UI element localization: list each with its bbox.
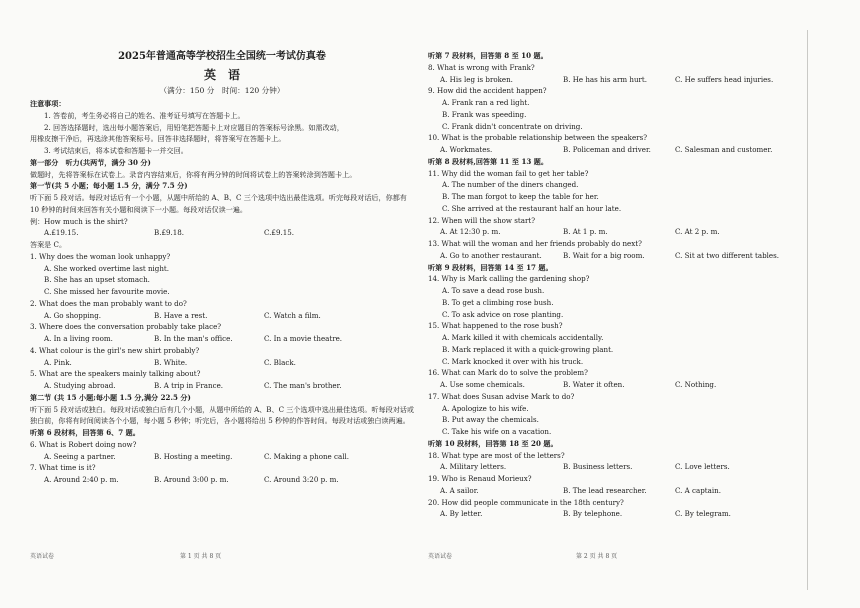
option-a: A. A sailor. <box>440 485 479 495</box>
question-3-options <box>30 333 414 345</box>
question-11: 11. Why did the woman fail to get her table? <box>428 168 589 178</box>
question-20-options <box>428 508 808 520</box>
section2-heading: 第二节 (共 15 小题;每小题 1.5 分,满分 22.5 分) <box>30 392 191 402</box>
note-item: 用橡皮擦干净后，再选涂其他答案标号。回答非选择题时，将答案写在答题卡上。 <box>30 134 286 144</box>
option-a: A. Go to another restaurant. <box>440 250 542 260</box>
page-2-content <box>428 50 808 520</box>
option-a: A. Pink. <box>44 357 72 367</box>
option-a: A. Military letters. <box>440 462 507 472</box>
option-c: C. Sit at two different tables. <box>675 250 779 260</box>
option-c: C. The man's brother. <box>264 381 342 390</box>
option-c: C. By telegram. <box>675 509 731 519</box>
option-a: A.£19.15. <box>44 228 79 238</box>
option-b: B. At 1 p. m. <box>563 227 608 237</box>
option-c: C. Around 3:20 p. m. <box>264 475 339 484</box>
option-a: A. Seeing a partner. <box>44 451 116 461</box>
option-c: C. Take his wife on a vacation. <box>442 427 552 436</box>
option-b: B. He has his arm hurt. <box>563 74 648 84</box>
page-number: 第 1 页 共 8 页 <box>180 553 222 560</box>
question-4: 4. What colour is the girl's new shirt probably? <box>30 345 200 355</box>
section2-intro: 听下面 5 段对话或独白。每段对话或独白后有几个小题，从题中所给的 A、B、C 三个选项中选出最佳选项。听每段对话或独白前，你将有时间阅读各个小题，每小题 5 秒钟；听完后，各小题将给出 5 秒钟的作答时间。每段对话或独白读两遍。 <box>30 404 414 426</box>
question-13-options <box>428 250 808 262</box>
question-15: 15. What happened to the rose bush? <box>428 321 563 331</box>
question-13: 13. What will the woman and her friends probably do next? <box>428 239 642 248</box>
option-a: A. Around 2:40 p. m. <box>44 475 119 484</box>
example-answer: 答案是 C。 <box>30 240 67 249</box>
question-6-options <box>30 451 414 463</box>
option-b: B. Hosting a meeting. <box>154 451 233 461</box>
question-10: 10. What is the probable relationship between the speakers? <box>428 133 648 143</box>
footer-label: 英语试卷 <box>428 553 453 560</box>
question-10-options <box>428 144 808 156</box>
option-b: B. To get a climbing rose bush. <box>442 297 554 307</box>
section1-heading: 第一节(共 5 小题；每小题 1.5 分，满分 7.5 分) <box>30 181 188 191</box>
material-9-heading: 听第 9 段材料，回答第 14 至 17 题。 <box>428 262 553 272</box>
exam-page-1 <box>0 0 418 608</box>
option-a: A. Frank ran a red light. <box>442 98 530 107</box>
option-a: A. Studying abroad. <box>44 381 116 390</box>
question-2-options <box>30 310 414 322</box>
material-10-heading: 听第 10 段材料，回答第 18 至 20 题。 <box>428 438 558 448</box>
option-b: B. Put away the chemicals. <box>442 415 539 425</box>
option-a: A. To save a dead rose bush. <box>442 286 545 295</box>
material-6-heading: 听第 6 段材料，回答第 6、7 题。 <box>30 428 140 437</box>
question-9: 9. How did the accident happen? <box>428 86 547 96</box>
option-b: B. Business letters. <box>563 462 633 472</box>
option-c: C. Love letters. <box>675 462 730 472</box>
exam-title: 2025年普通高等学校招生全国统一考试仿真卷 <box>118 51 326 62</box>
question-20: 20. How did people communicate in the 18th century? <box>428 497 624 507</box>
option-b: B. In the man's office. <box>154 334 233 343</box>
option-b: B. The lead researcher. <box>563 485 647 495</box>
material-8-heading: 听第 8 段材料,回答第 11 至 13 题。 <box>428 156 548 166</box>
page-1-content <box>30 0 414 486</box>
question-5-options <box>30 380 414 392</box>
question-16: 16. What can Mark do to solve the problem? <box>428 368 588 378</box>
option-b: B. Policeman and driver. <box>563 145 651 154</box>
option-b: B. Have a rest. <box>154 310 208 320</box>
footer-label: 英语试卷 <box>30 553 55 560</box>
page-edge-divider <box>807 30 808 590</box>
question-7-options <box>30 474 414 486</box>
question-8-options <box>428 74 808 86</box>
option-a: A. The number of the diners changed. <box>442 180 579 190</box>
question-18-options <box>428 461 808 473</box>
option-a: A. At 12:30 p. m. <box>440 227 501 237</box>
option-c: C. A captain. <box>675 485 721 495</box>
option-a: A. She worked overtime last night. <box>44 263 170 273</box>
question-3: 3. Where does the conversation probably take place? <box>30 322 222 332</box>
note-item: 3. 考试结束后，将本试卷和答题卡一并交回。 <box>44 146 188 155</box>
score-time-line: （满分：150 分 时间：120 分钟） <box>159 86 285 95</box>
option-a: A. Use some chemicals. <box>440 380 525 389</box>
part1-heading: 第一部分 听力(共两节，满分 30 分) <box>30 157 151 167</box>
option-c: C.£9.15. <box>264 228 294 238</box>
option-c: C. Frank didn't concentrate on driving. <box>442 121 583 131</box>
example-question: 例：How much is the shirt? <box>30 216 128 226</box>
option-c: C. Making a phone call. <box>264 451 349 461</box>
option-b: B. Frank was speeding. <box>442 109 527 119</box>
material-7-heading: 听第 7 段材料，回答第 8 至 10 题。 <box>428 51 548 60</box>
option-a: A. His leg is broken. <box>440 74 513 84</box>
option-b: B. The man forgot to keep the table for her. <box>442 192 599 201</box>
option-a: A. Mark killed it with chemicals accidentally. <box>442 333 604 342</box>
example-options <box>30 227 414 239</box>
option-a: A. In a living room. <box>44 334 113 343</box>
option-c: C. Black. <box>264 357 296 367</box>
option-b: B. Wait for a big room. <box>563 250 645 260</box>
question-14: 14. Why is Mark calling the gardening shop? <box>428 274 590 284</box>
question-19-options <box>428 485 808 497</box>
page-number: 第 2 页 共 8 页 <box>576 553 618 560</box>
option-a: A. Workmates. <box>440 145 493 154</box>
question-4-options <box>30 357 414 369</box>
option-c: C. In a movie theatre. <box>264 334 343 343</box>
question-17: 17. What does Susan advise Mark to do? <box>428 391 575 401</box>
option-c: C. To ask advice on rose planting. <box>442 309 564 319</box>
part1-intro: 做题时，先将答案标在试卷上。录音内容结束后，你将有两分钟的时间将试卷上的答案转涂到答题卡上。 <box>30 169 357 179</box>
option-c: C. He suffers head injuries. <box>675 74 774 84</box>
question-8: 8. What is wrong with Frank? <box>428 62 535 72</box>
section1-intro: 听下面 5 段对话。每段对话后有一个小题，从题中所给的 A、B、C 三个选项中选出最佳选项。听完每段对话后，你都有 10 秒钟的时间来回答有关小题和阅读下一小题。每段对话仅读一遍。 <box>30 193 407 214</box>
exam-page-2 <box>418 0 860 608</box>
note-item: 2. 回答选择题时，选出每小题答案后，用铅笔把答题卡上对应题目的答案标号涂黑。如需改动， <box>44 122 344 132</box>
question-1: 1. Why does the woman look unhappy? <box>30 251 171 261</box>
question-12: 12. When will the show start? <box>428 215 535 225</box>
note-item: 1. 答卷前，考生务必将自己的姓名、准考证号填写在答题卡上。 <box>44 110 245 120</box>
option-b: B. Around 3:00 p. m. <box>154 475 229 484</box>
option-c: C. She arrived at the restaurant half an hour late. <box>442 203 622 213</box>
option-a: A. Apologize to his wife. <box>442 403 529 413</box>
option-b: B. A trip in France. <box>154 381 224 390</box>
option-c: C. Nothing. <box>675 380 717 389</box>
option-b: B. Water it often. <box>563 380 625 389</box>
option-b: B. White. <box>154 357 188 367</box>
question-18: 18. What type are most of the letters? <box>428 450 565 460</box>
question-2: 2. What does the man probably want to do? <box>30 298 187 308</box>
question-19: 19. Who is Renaud Morieux? <box>428 474 532 483</box>
option-c: C. At 2 p. m. <box>675 227 720 237</box>
option-c: C. She missed her favourite movie. <box>44 287 170 296</box>
question-12-options <box>428 226 808 238</box>
option-a: A. Go shopping. <box>44 310 102 320</box>
option-c: C. Watch a film. <box>264 310 321 320</box>
option-b: B. She has an upset stomach. <box>44 275 150 285</box>
option-c: C. Salesman and customer. <box>675 145 773 154</box>
option-b: B.£9.18. <box>154 228 185 238</box>
question-6: 6. What is Robert doing now? <box>30 439 137 449</box>
subject-title: 英 语 <box>203 68 240 82</box>
option-c: C. Mark knocked it over with his truck. <box>442 356 584 366</box>
option-a: A. By letter. <box>440 509 483 519</box>
question-7: 7. What time is it? <box>30 463 96 473</box>
notes-heading: 注意事项： <box>30 99 66 108</box>
option-b: B. By telephone. <box>563 509 623 519</box>
option-b: B. Mark replaced it with a quick-growing plant. <box>442 344 614 354</box>
question-16-options <box>428 379 808 391</box>
question-5: 5. What are the speakers mainly talking about? <box>30 369 201 379</box>
